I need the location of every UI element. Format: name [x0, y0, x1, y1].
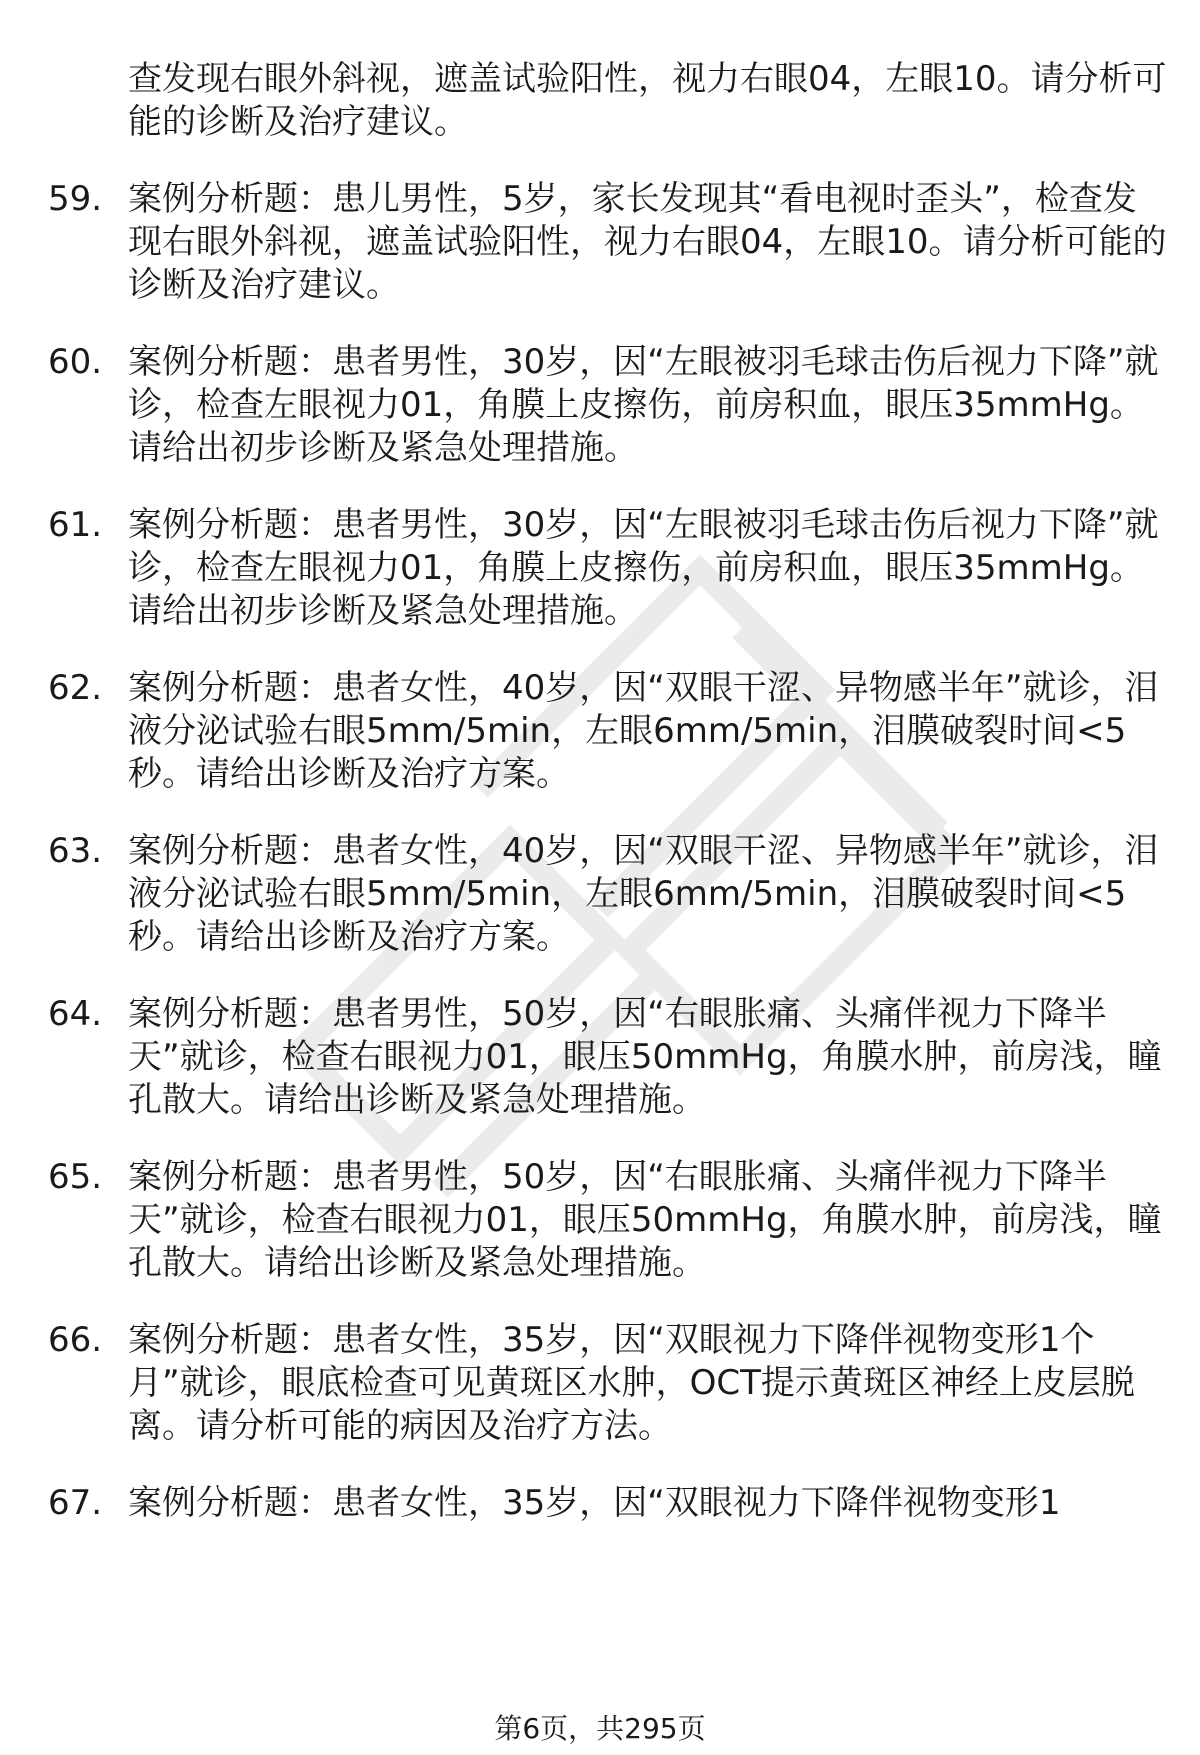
question-list	[0, 58, 1200, 1559]
item-number: 61.	[48, 505, 103, 545]
list-item	[0, 178, 1200, 307]
continued-text: 查发现右眼外斜视，遮盖试验阳性，视力右眼04，左眼10。请分析可能的诊断及治疗建议。	[128, 59, 1167, 142]
list-item	[0, 1482, 1200, 1525]
item-text: 案例分析题：患者男性，30岁，因“左眼被羽毛球击伤后视力下降”就诊，检查左眼视力01，角膜上皮擦伤，前房积血，眼压35mmHg。请给出初步诊断及紧急处理措施。	[128, 342, 1159, 468]
list-item	[0, 830, 1200, 959]
item-number: 65.	[48, 1157, 103, 1197]
list-item	[0, 341, 1200, 470]
item-text: 案例分析题：患者女性，35岁，因“双眼视力下降伴视物变形1个月”就诊，眼底检查可见黄斑区水肿，OCT提示黄斑区神经上皮层脱离。请分析可能的病因及治疗方法。	[128, 1320, 1135, 1446]
item-text: 案例分析题：患者女性，40岁，因“双眼干涩、异物感半年”就诊，泪液分泌试验右眼5mm/5min，左眼6mm/5min，泪膜破裂时间<5秒。请给出诊断及治疗方案。	[128, 668, 1159, 794]
item-number: 59.	[48, 179, 103, 219]
list-item	[0, 1156, 1200, 1285]
item-number: 66.	[48, 1320, 103, 1360]
list-item	[0, 1319, 1200, 1448]
item-text: 案例分析题：患儿男性，5岁，家长发现其“看电视时歪头”，检查发现右眼外斜视，遮盖试验阳性，视力右眼04，左眼10。请分析可能的诊断及治疗建议。	[128, 179, 1167, 305]
list-item	[0, 504, 1200, 633]
list-item	[0, 667, 1200, 796]
item-text: 案例分析题：患者男性，50岁，因“右眼胀痛、头痛伴视力下降半天”就诊，检查右眼视力01，眼压50mmHg，角膜水肿，前房浅，瞳孔散大。请给出诊断及紧急处理措施。	[128, 1157, 1162, 1283]
page-footer: 第6页，共295页	[494, 1712, 706, 1745]
item-text: 案例分析题：患者女性，40岁，因“双眼干涩、异物感半年”就诊，泪液分泌试验右眼5mm/5min，左眼6mm/5min，泪膜破裂时间<5秒。请给出诊断及治疗方案。	[128, 831, 1159, 957]
item-number: 64.	[48, 994, 103, 1034]
item-text: 案例分析题：患者女性，35岁，因“双眼视力下降伴视物变形1	[128, 1483, 1061, 1523]
item-number: 60.	[48, 342, 103, 382]
item-number: 63.	[48, 831, 103, 871]
item-text: 案例分析题：患者男性，50岁，因“右眼胀痛、头痛伴视力下降半天”就诊，检查右眼视力01，眼压50mmHg，角膜水肿，前房浅，瞳孔散大。请给出诊断及紧急处理措施。	[128, 994, 1162, 1120]
item-number: 62.	[48, 668, 103, 708]
list-item	[0, 993, 1200, 1122]
item-text: 案例分析题：患者男性，30岁，因“左眼被羽毛球击伤后视力下降”就诊，检查左眼视力01，角膜上皮擦伤，前房积血，眼压35mmHg。请给出初步诊断及紧急处理措施。	[128, 505, 1159, 631]
item-number: 67.	[48, 1483, 103, 1523]
